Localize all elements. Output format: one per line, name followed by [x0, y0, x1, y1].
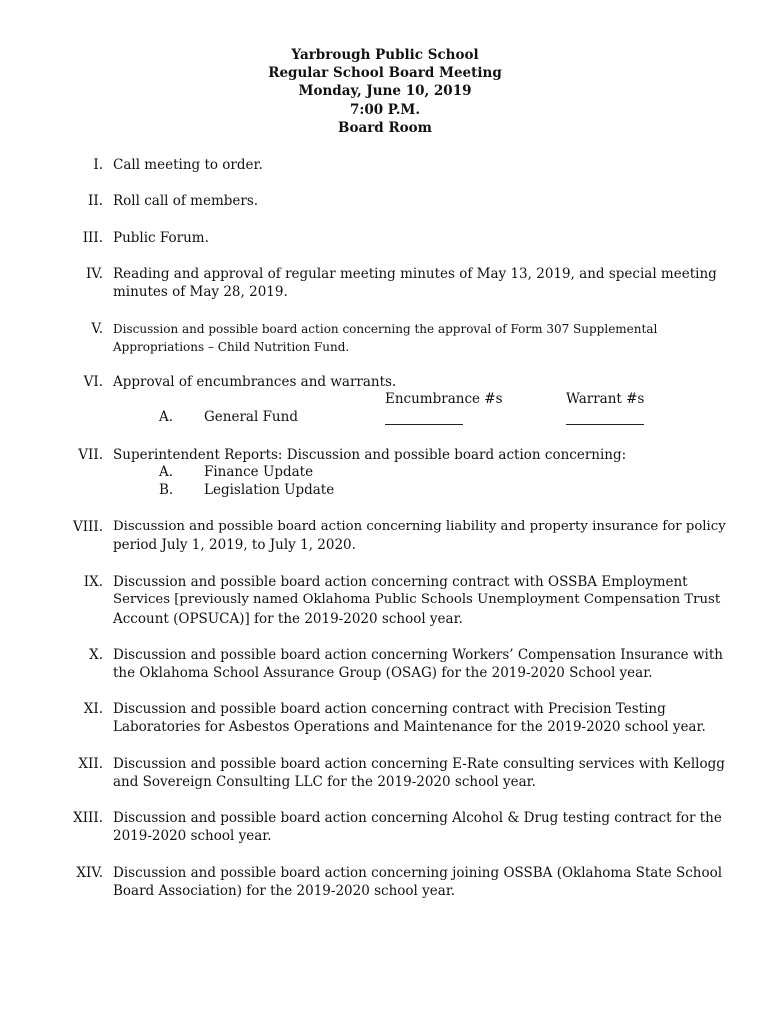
- item-line: Discussion and possible board action concerning contract with OSSBA Employment: [113, 574, 688, 590]
- meeting-date: Monday, June 10, 2019: [298, 83, 472, 100]
- item-line: Superintendent Reports: Discussion and possible board action concerning:: [113, 447, 627, 463]
- item-number: I.: [93, 157, 103, 173]
- item-line: Account (OPSUCA)] for the 2019-2020 school year.: [113, 610, 463, 627]
- item-line: Discussion and possible board action concerning liability and property insurance for policy: [113, 519, 726, 534]
- item-number: XIV.: [76, 865, 103, 881]
- item-text: [113, 864, 723, 901]
- item-line: Appropriations – Child Nutrition Fund.: [113, 340, 350, 355]
- item-number: XII.: [78, 756, 103, 772]
- sub-item-legislation-update: Legislation Update: [204, 482, 335, 498]
- meeting-time: 7:00 P.M.: [349, 101, 421, 118]
- item-line: Discussion and possible board action concerning contract with Precision Testing: [113, 701, 666, 717]
- item-text: [113, 446, 713, 464]
- item-number: II.: [88, 193, 103, 209]
- warrant-blank-line: [566, 424, 644, 425]
- item-number: X.: [89, 647, 103, 663]
- item-line: Roll call of members.: [113, 193, 259, 209]
- fund-letter: A.: [159, 409, 174, 425]
- item-line: Laboratories for Asbestos Operations and Maintenance for the 2019-2020 school year.: [113, 719, 706, 736]
- item-line: Discussion and possible board action concerning Alcohol & Drug testing contract for the: [113, 810, 722, 826]
- item-number: VI.: [83, 374, 103, 390]
- item-number: VII.: [78, 447, 103, 463]
- item-line: Approval of encumbrances and warrants.: [113, 374, 397, 390]
- item-text: [113, 755, 725, 792]
- item-text: [113, 700, 713, 737]
- sub-item-letter: B.: [159, 482, 174, 498]
- item-text: [113, 646, 723, 683]
- item-text: [113, 265, 717, 302]
- fund-name: General Fund: [204, 409, 298, 425]
- warrant-column-header: Warrant #s: [566, 391, 645, 407]
- item-line: Discussion and possible board action concerning the approval of Form 307 Supplemental: [113, 322, 658, 336]
- item-line: Reading and approval of regular meeting minutes of May 13, 2019, and special meeting: [113, 266, 717, 282]
- item-line: Services [previously named Oklahoma Public Schools Unemployment Compensation Trust: [113, 592, 721, 608]
- item-text: [113, 373, 713, 391]
- item-number: XI.: [83, 701, 103, 717]
- meeting-location: Board Room: [338, 119, 432, 136]
- item-text: [113, 156, 713, 174]
- item-line: Board Association) for the 2019-2020 school year.: [113, 883, 456, 900]
- item-number: V.: [91, 321, 103, 337]
- item-line: and Sovereign Consulting LLC for the 2019-2020 school year.: [113, 774, 536, 791]
- item-line: minutes of May 28, 2019.: [113, 284, 288, 301]
- item-line: Discussion and possible board action concerning Workers’ Compensation Insurance with: [113, 647, 723, 663]
- school-name: Yarbrough Public School: [291, 47, 479, 63]
- item-line: the Oklahoma School Assurance Group (OSAG) for the 2019-2020 School year.: [113, 665, 653, 682]
- item-number: VIII.: [72, 519, 103, 535]
- item-number: XIII.: [73, 810, 103, 826]
- item-line: period July 1, 2019, to July 1, 2020.: [113, 537, 356, 554]
- item-line: Public Forum.: [113, 230, 209, 246]
- document-header: [0, 46, 770, 137]
- item-line: Discussion and possible board action concerning E-Rate consulting services with Kellogg: [113, 756, 725, 772]
- item-line: Discussion and possible board action concerning joining OSSBA (Oklahoma State School: [113, 865, 723, 881]
- item-number: IV.: [85, 266, 103, 282]
- item-number: IX.: [83, 574, 103, 590]
- encumbrance-column-header: Encumbrance #s: [385, 391, 503, 407]
- item-text: [113, 192, 713, 210]
- item-text: [113, 573, 721, 628]
- sub-item-finance-update: Finance Update: [204, 464, 314, 480]
- encumbrance-blank-line: [385, 424, 463, 425]
- meeting-title: Regular School Board Meeting: [268, 65, 502, 82]
- item-number: III.: [82, 230, 103, 246]
- item-line: 2019-2020 school year.: [113, 828, 272, 845]
- item-text: [113, 320, 713, 357]
- item-text: [113, 518, 726, 555]
- item-text: [113, 229, 713, 247]
- item-line: Call meeting to order.: [113, 157, 263, 173]
- sub-item-letter: A.: [159, 464, 174, 480]
- item-text: [113, 809, 722, 846]
